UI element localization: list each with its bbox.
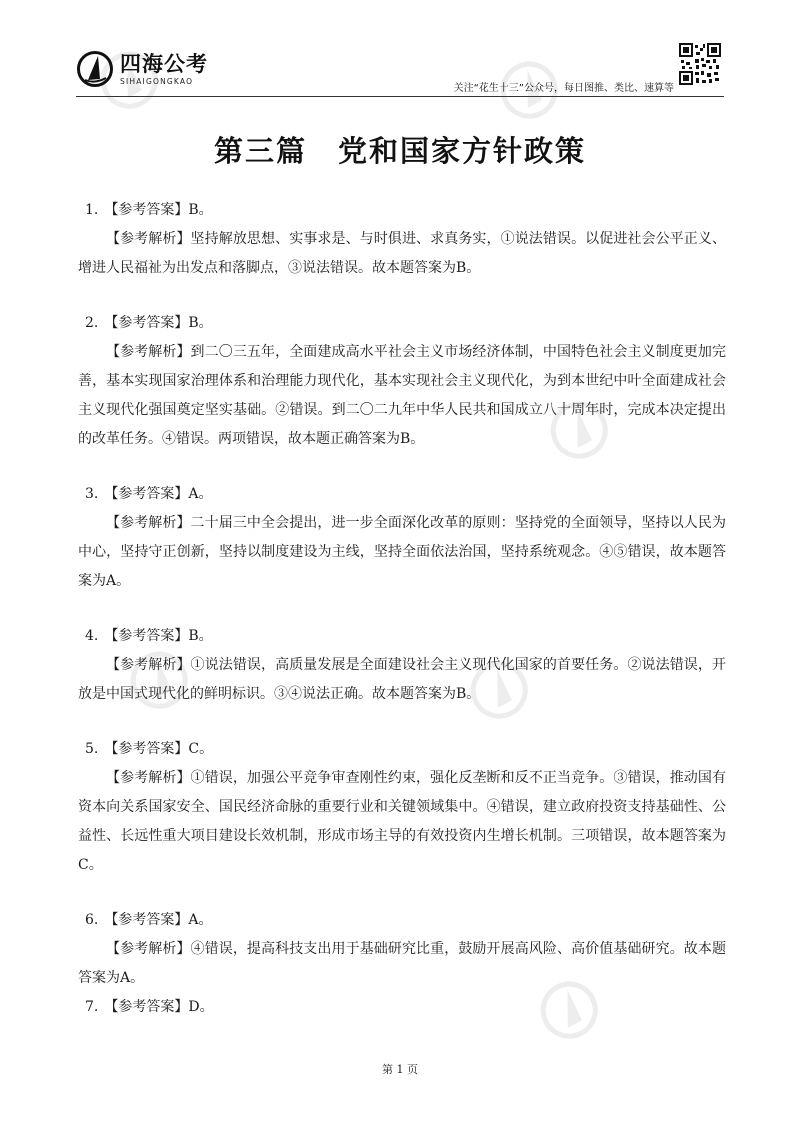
question-number: 3. (85, 486, 99, 502)
header-divider (76, 96, 724, 97)
answer-list (78, 196, 726, 1022)
answer-item (78, 480, 726, 596)
question-number: 7. (85, 999, 99, 1015)
brand-logo (76, 50, 208, 88)
answer-item (78, 735, 726, 880)
page-number: 第 1 页 (382, 1063, 418, 1076)
answer-item (78, 622, 726, 709)
qr-code-icon (678, 42, 722, 86)
question-number: 6. (85, 912, 99, 928)
answer-line (78, 993, 726, 1022)
answer-item (78, 993, 726, 1022)
answer-item (78, 906, 726, 993)
answer-text: 【参考答案】B。 (104, 628, 213, 644)
sail-logo-icon (76, 50, 114, 88)
answer-text: 【参考答案】D。 (104, 999, 214, 1015)
analysis-text: 【参考解析】到二〇三五年，全面建成高水平社会主义市场经济体制，中国特色社会主义制度更加完善，基本实现国家治理体系和治理能力现代化，基本实现社会主义现代化，为到本世纪中叶全面建成社会主义现代化强国奠定坚实基础。②错误。到二〇二九年中华人民共和国成立八十周年时，完成本决定提出的改革任务。④错误。两项错误，故本题正确答案为B。 (78, 344, 726, 447)
question-number: 5. (85, 741, 99, 757)
brand-name: 四海公考 (120, 51, 208, 76)
answer-text: 【参考答案】B。 (104, 202, 213, 218)
page-title: 第三篇 党和国家方针政策 (213, 134, 586, 168)
analysis-text: 【参考解析】坚持解放思想、实事求是、与时俱进、求真务实，①说法错误。以促进社会公平正义、增进人民福祉为出发点和落脚点，③说法错误。故本题答案为B。 (78, 231, 726, 276)
answer-text: 【参考答案】C。 (104, 741, 214, 757)
answer-line (78, 622, 726, 651)
question-number: 2. (85, 315, 99, 331)
answer-line (78, 196, 726, 225)
analysis-text: 【参考解析】①错误，加强公平竞争审查刚性约束，强化反垄断和反不正当竞争。③错误，推动国有资本向关系国家安全、国民经济命脉的重要行业和关键领域集中。④错误，建立政府投资支持基础性、公益性、长远性重大项目建设长效机制，形成市场主导的有效投资内生增长机制。三项错误，故本题答案为C。 (78, 770, 726, 873)
answer-item (78, 196, 726, 283)
question-number: 4. (85, 628, 99, 644)
brand-name-latin: SIHAIGONGKAO (120, 76, 194, 86)
answer-line (78, 906, 726, 935)
analysis-text: 【参考解析】①说法错误，高质量发展是全面建设社会主义现代化国家的首要任务。②说法错误，开放是中国式现代化的鲜明标识。③④说法正确。故本题答案为B。 (78, 657, 726, 702)
analysis-text: 【参考解析】④错误，提高科技支出用于基础研究比重，鼓励开展高风险、高价值基础研究。故本题答案为A。 (78, 941, 726, 986)
question-number: 1. (85, 202, 99, 218)
analysis-text: 【参考解析】二十届三中全会提出，进一步全面深化改革的原则：坚持党的全面领导，坚持以人民为中心，坚持守正创新，坚持以制度建设为主线，坚持全面依法治国，坚持系统观念。④⑤错误，故本题答案为A。 (78, 515, 726, 589)
answer-text: 【参考答案】B。 (104, 315, 213, 331)
answer-text: 【参考答案】A。 (104, 486, 213, 502)
answer-item (78, 309, 726, 454)
answer-line (78, 480, 726, 509)
header-note: 关注“花生十三”公众号，每日图推、类比、速算等 (453, 83, 674, 94)
answer-line (78, 735, 726, 764)
page-header (0, 0, 800, 110)
answer-line (78, 309, 726, 338)
answer-text: 【参考答案】A。 (104, 912, 213, 928)
